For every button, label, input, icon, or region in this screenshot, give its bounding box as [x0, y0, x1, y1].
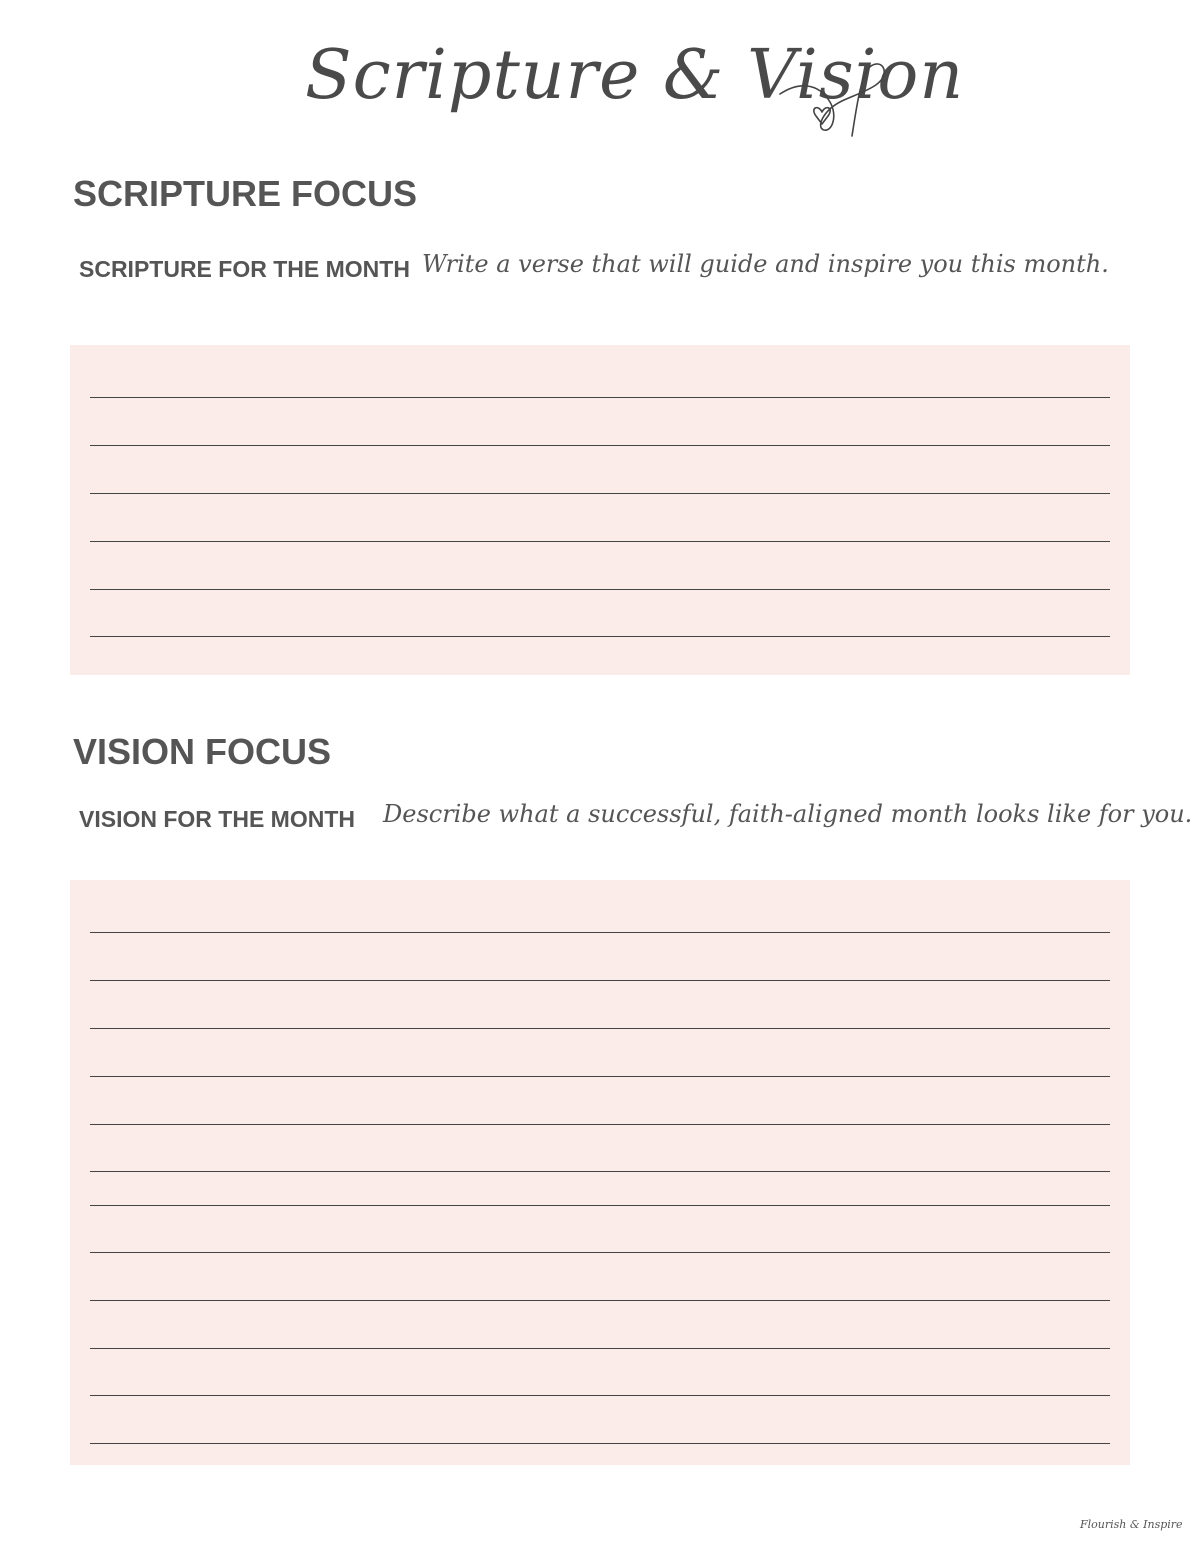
scripture-focus-heading: SCRIPTURE FOCUS [73, 173, 418, 214]
title-area [0, 22, 1200, 152]
writing-line [90, 589, 1110, 590]
writing-line [90, 1205, 1110, 1206]
writing-line [90, 636, 1110, 637]
writing-line [90, 1395, 1110, 1396]
page-title: Scripture & Vision [305, 36, 965, 115]
vision-prompt: Describe what a successful, faith-aligned month looks like for you. [383, 800, 1193, 828]
writing-line [90, 932, 1110, 933]
writing-line [90, 1300, 1110, 1301]
writing-line [90, 493, 1110, 494]
writing-line [90, 1028, 1110, 1029]
writing-line [90, 1171, 1110, 1172]
writing-line [90, 445, 1110, 446]
vision-for-month-label: VISION FOR THE MONTH [79, 806, 355, 832]
writing-line [90, 1124, 1110, 1125]
scripture-writing-box[interactable] [70, 345, 1130, 675]
writing-line [90, 1076, 1110, 1077]
scripture-prompt: Write a verse that will guide and inspire you this month. [422, 250, 1109, 278]
heart-flourish-icon [778, 44, 893, 144]
writing-line [90, 541, 1110, 542]
brand-signature: Flourish & Inspire [1080, 1518, 1183, 1531]
writing-line [90, 1252, 1110, 1253]
writing-line [90, 397, 1110, 398]
writing-line [90, 980, 1110, 981]
vision-focus-heading: VISION FOCUS [73, 731, 332, 772]
vision-writing-box[interactable] [70, 880, 1130, 1465]
scripture-for-month-label: SCRIPTURE FOR THE MONTH [79, 256, 410, 282]
writing-line [90, 1443, 1110, 1444]
writing-line [90, 1348, 1110, 1349]
